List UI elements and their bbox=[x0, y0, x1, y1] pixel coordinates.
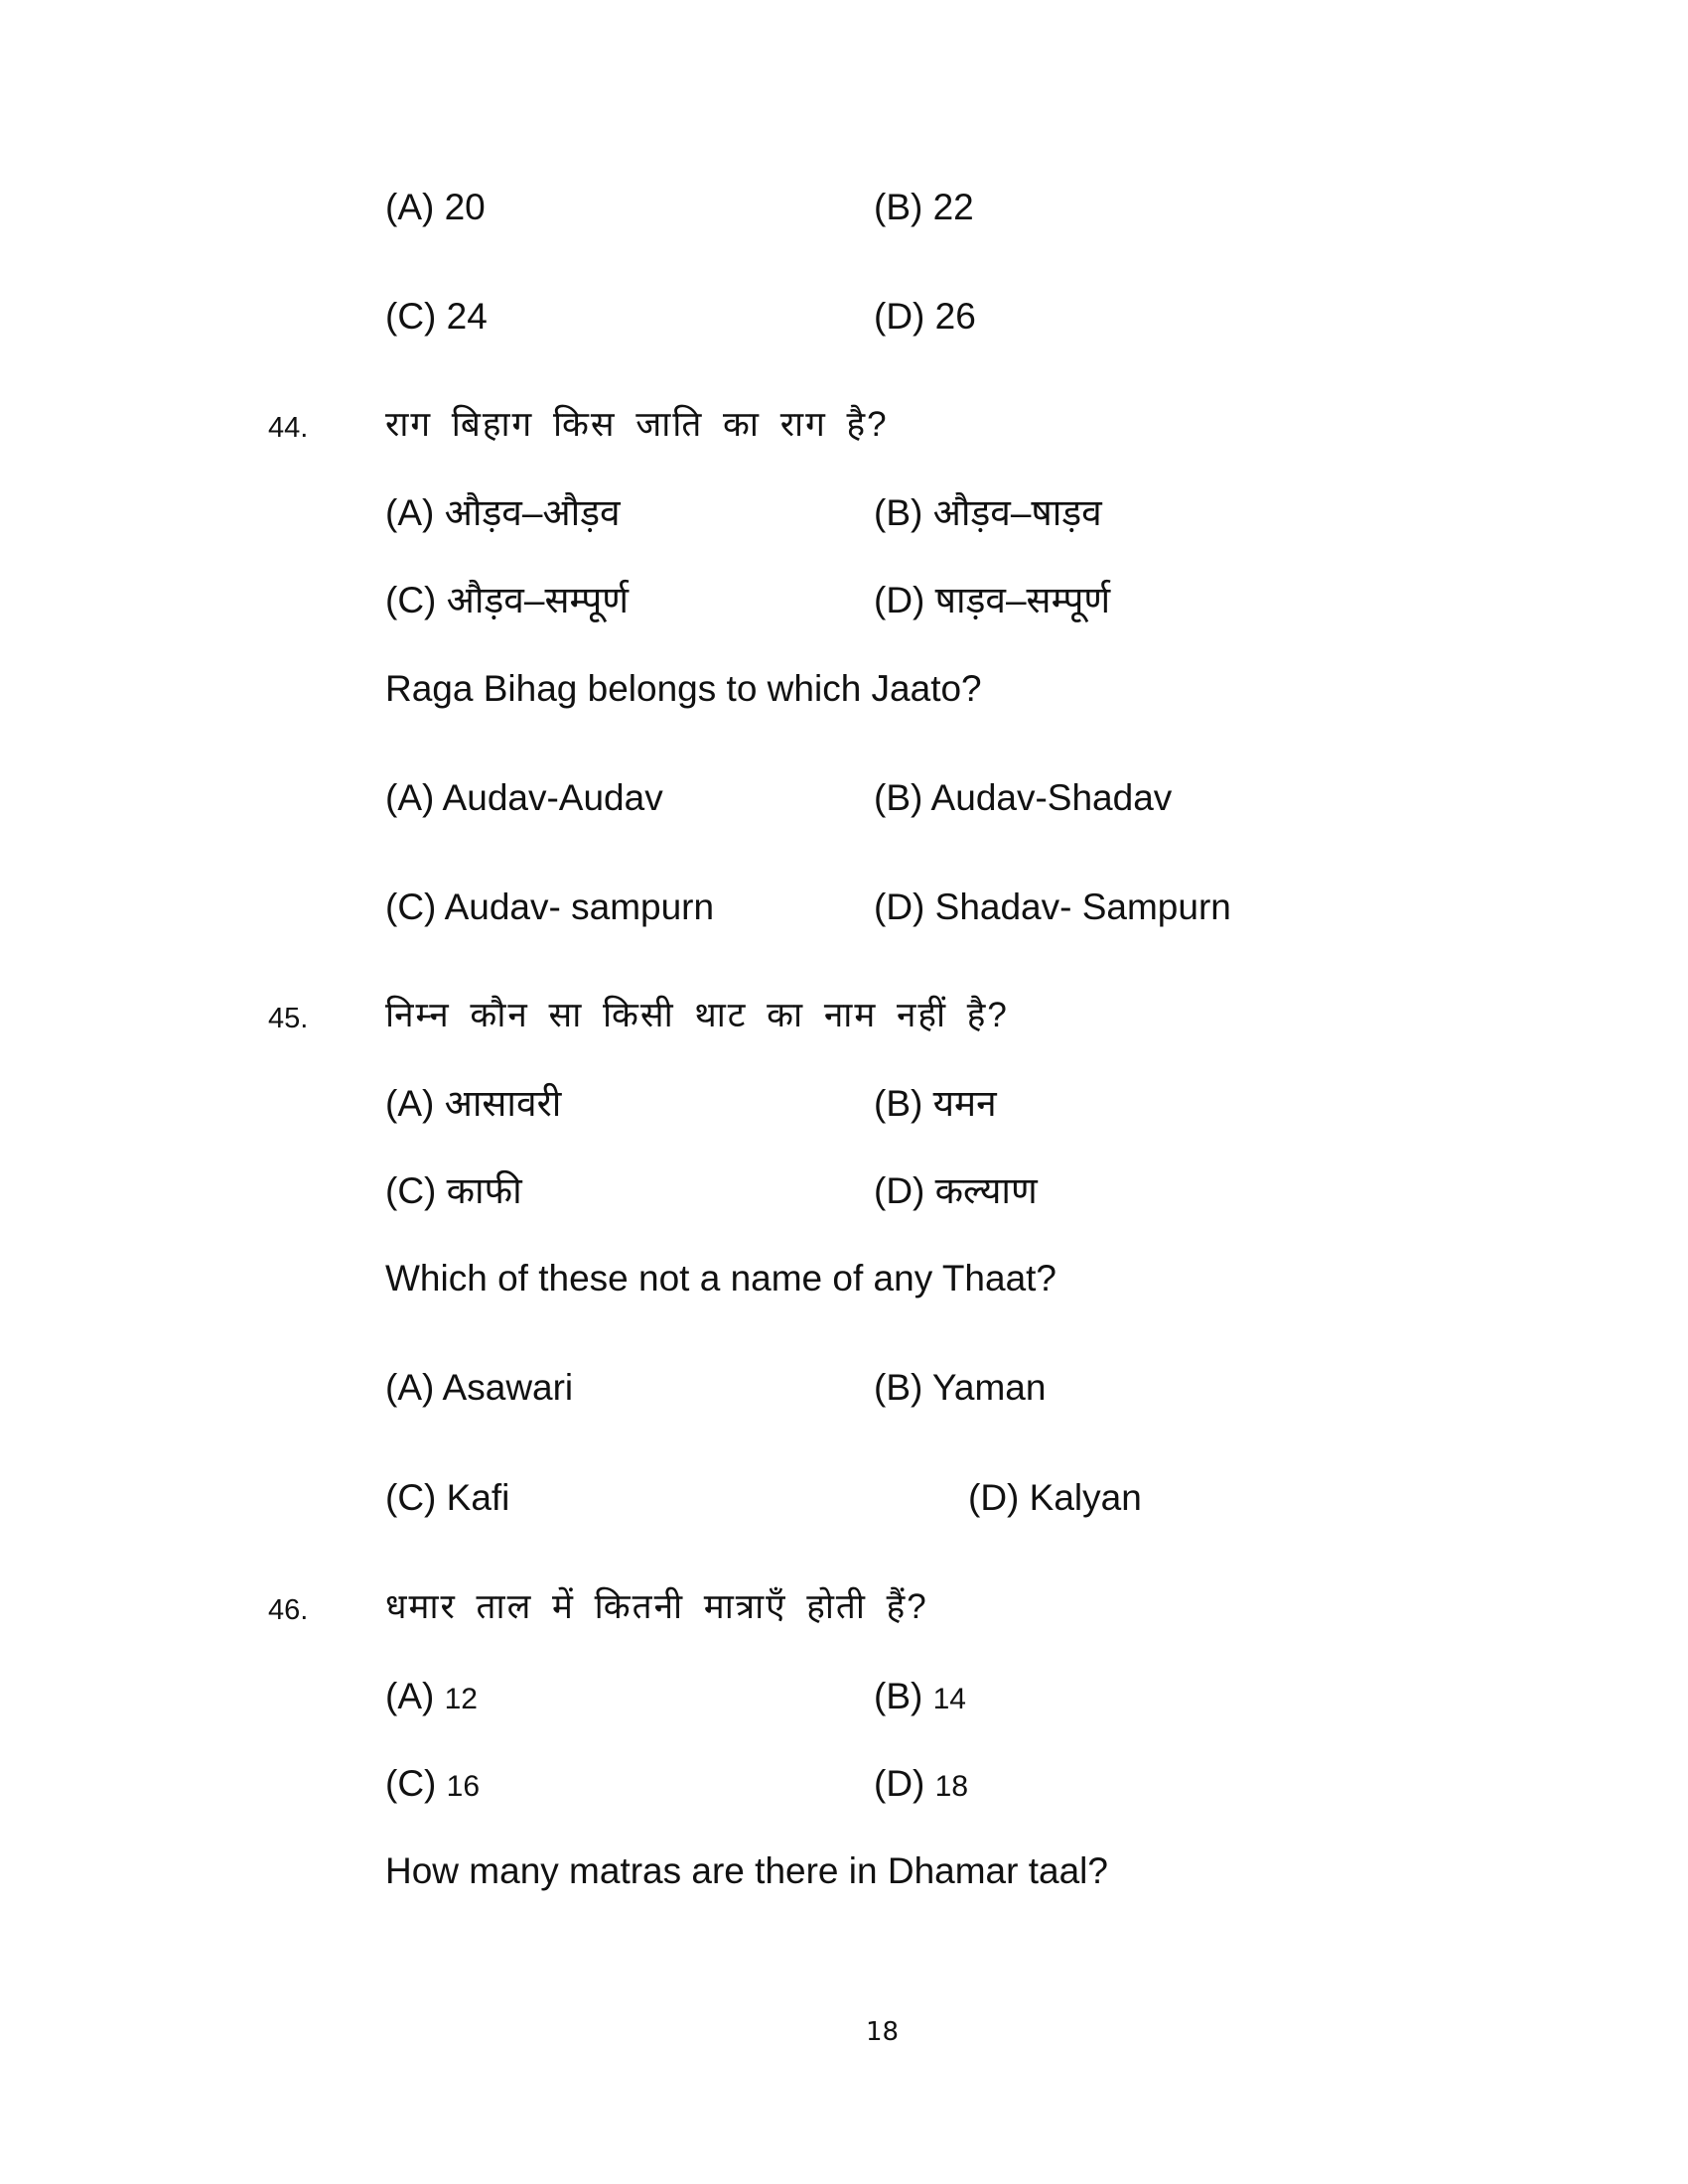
q44-english-option-a: (A) Audav-Audav bbox=[385, 777, 663, 818]
q45-hindi-option-b: (B) यमन bbox=[874, 1083, 997, 1124]
q45-number: 45. bbox=[268, 1003, 309, 1034]
q43-option-d: (D) 26 bbox=[874, 296, 976, 337]
q46-option-c-value: 16 bbox=[446, 1770, 481, 1803]
q46-option-d-label: (D) bbox=[874, 1763, 925, 1804]
q46-hindi-question: धमार ताल में कितनी मात्राएँ होती हैं? bbox=[385, 1587, 928, 1626]
q44-hindi-option-a: (A) औड़व–औड़व bbox=[385, 492, 621, 533]
q46-option-a bbox=[385, 1678, 478, 1714]
q45-hindi-option-a: (A) आसावरी bbox=[385, 1083, 562, 1124]
q46-option-a-value: 12 bbox=[444, 1683, 478, 1715]
q45-hindi-option-d: (D) कल्याण bbox=[874, 1170, 1038, 1211]
q45-english-option-c: (C) Kafi bbox=[385, 1477, 510, 1518]
q46-option-d bbox=[874, 1765, 968, 1802]
q45-hindi-question: निम्न कौन सा किसी थाट का नाम नहीं है? bbox=[385, 996, 1009, 1034]
q45-english-question: Which of these not a name of any Thaat? bbox=[385, 1258, 1057, 1298]
page-number: 18 bbox=[866, 2017, 900, 2047]
q44-hindi-question: राग बिहाग किस जाति का राग है? bbox=[385, 405, 889, 444]
q45-english-option-a: (A) Asawari bbox=[385, 1367, 574, 1408]
q44-english-question: Raga Bihag belongs to which Jaato? bbox=[385, 668, 982, 709]
q45-english-option-b: (B) Yaman bbox=[874, 1367, 1047, 1408]
q46-option-c-label: (C) bbox=[385, 1763, 437, 1804]
q46-number: 46. bbox=[268, 1594, 309, 1626]
q44-hindi-option-c: (C) औड़व–सम्पूर्ण bbox=[385, 580, 630, 620]
q46-option-b-value: 14 bbox=[932, 1683, 966, 1715]
q46-option-b bbox=[874, 1678, 966, 1714]
q43-option-b: (B) 22 bbox=[874, 187, 974, 227]
q44-english-option-d: (D) Shadav- Sampurn bbox=[874, 887, 1231, 927]
q44-hindi-option-d: (D) षाड़व–सम्पूर्ण bbox=[874, 580, 1111, 620]
q46-option-c bbox=[385, 1765, 480, 1802]
q46-english-question: How many matras are there in Dhamar taal? bbox=[385, 1850, 1108, 1891]
q44-english-option-b: (B) Audav-Shadav bbox=[874, 777, 1173, 818]
q44-number: 44. bbox=[268, 412, 309, 444]
q43-option-a: (A) 20 bbox=[385, 187, 486, 227]
q45-hindi-option-c: (C) काफी bbox=[385, 1170, 522, 1211]
q46-option-a-label: (A) bbox=[385, 1676, 435, 1716]
q46-option-b-label: (B) bbox=[874, 1676, 923, 1716]
q46-option-d-value: 18 bbox=[934, 1770, 969, 1803]
q44-english-option-c: (C) Audav- sampurn bbox=[385, 887, 715, 927]
q44-hindi-option-b: (B) औड़व–षाड़व bbox=[874, 492, 1102, 533]
q45-english-option-d: (D) Kalyan bbox=[968, 1477, 1142, 1518]
q43-option-c: (C) 24 bbox=[385, 296, 488, 337]
